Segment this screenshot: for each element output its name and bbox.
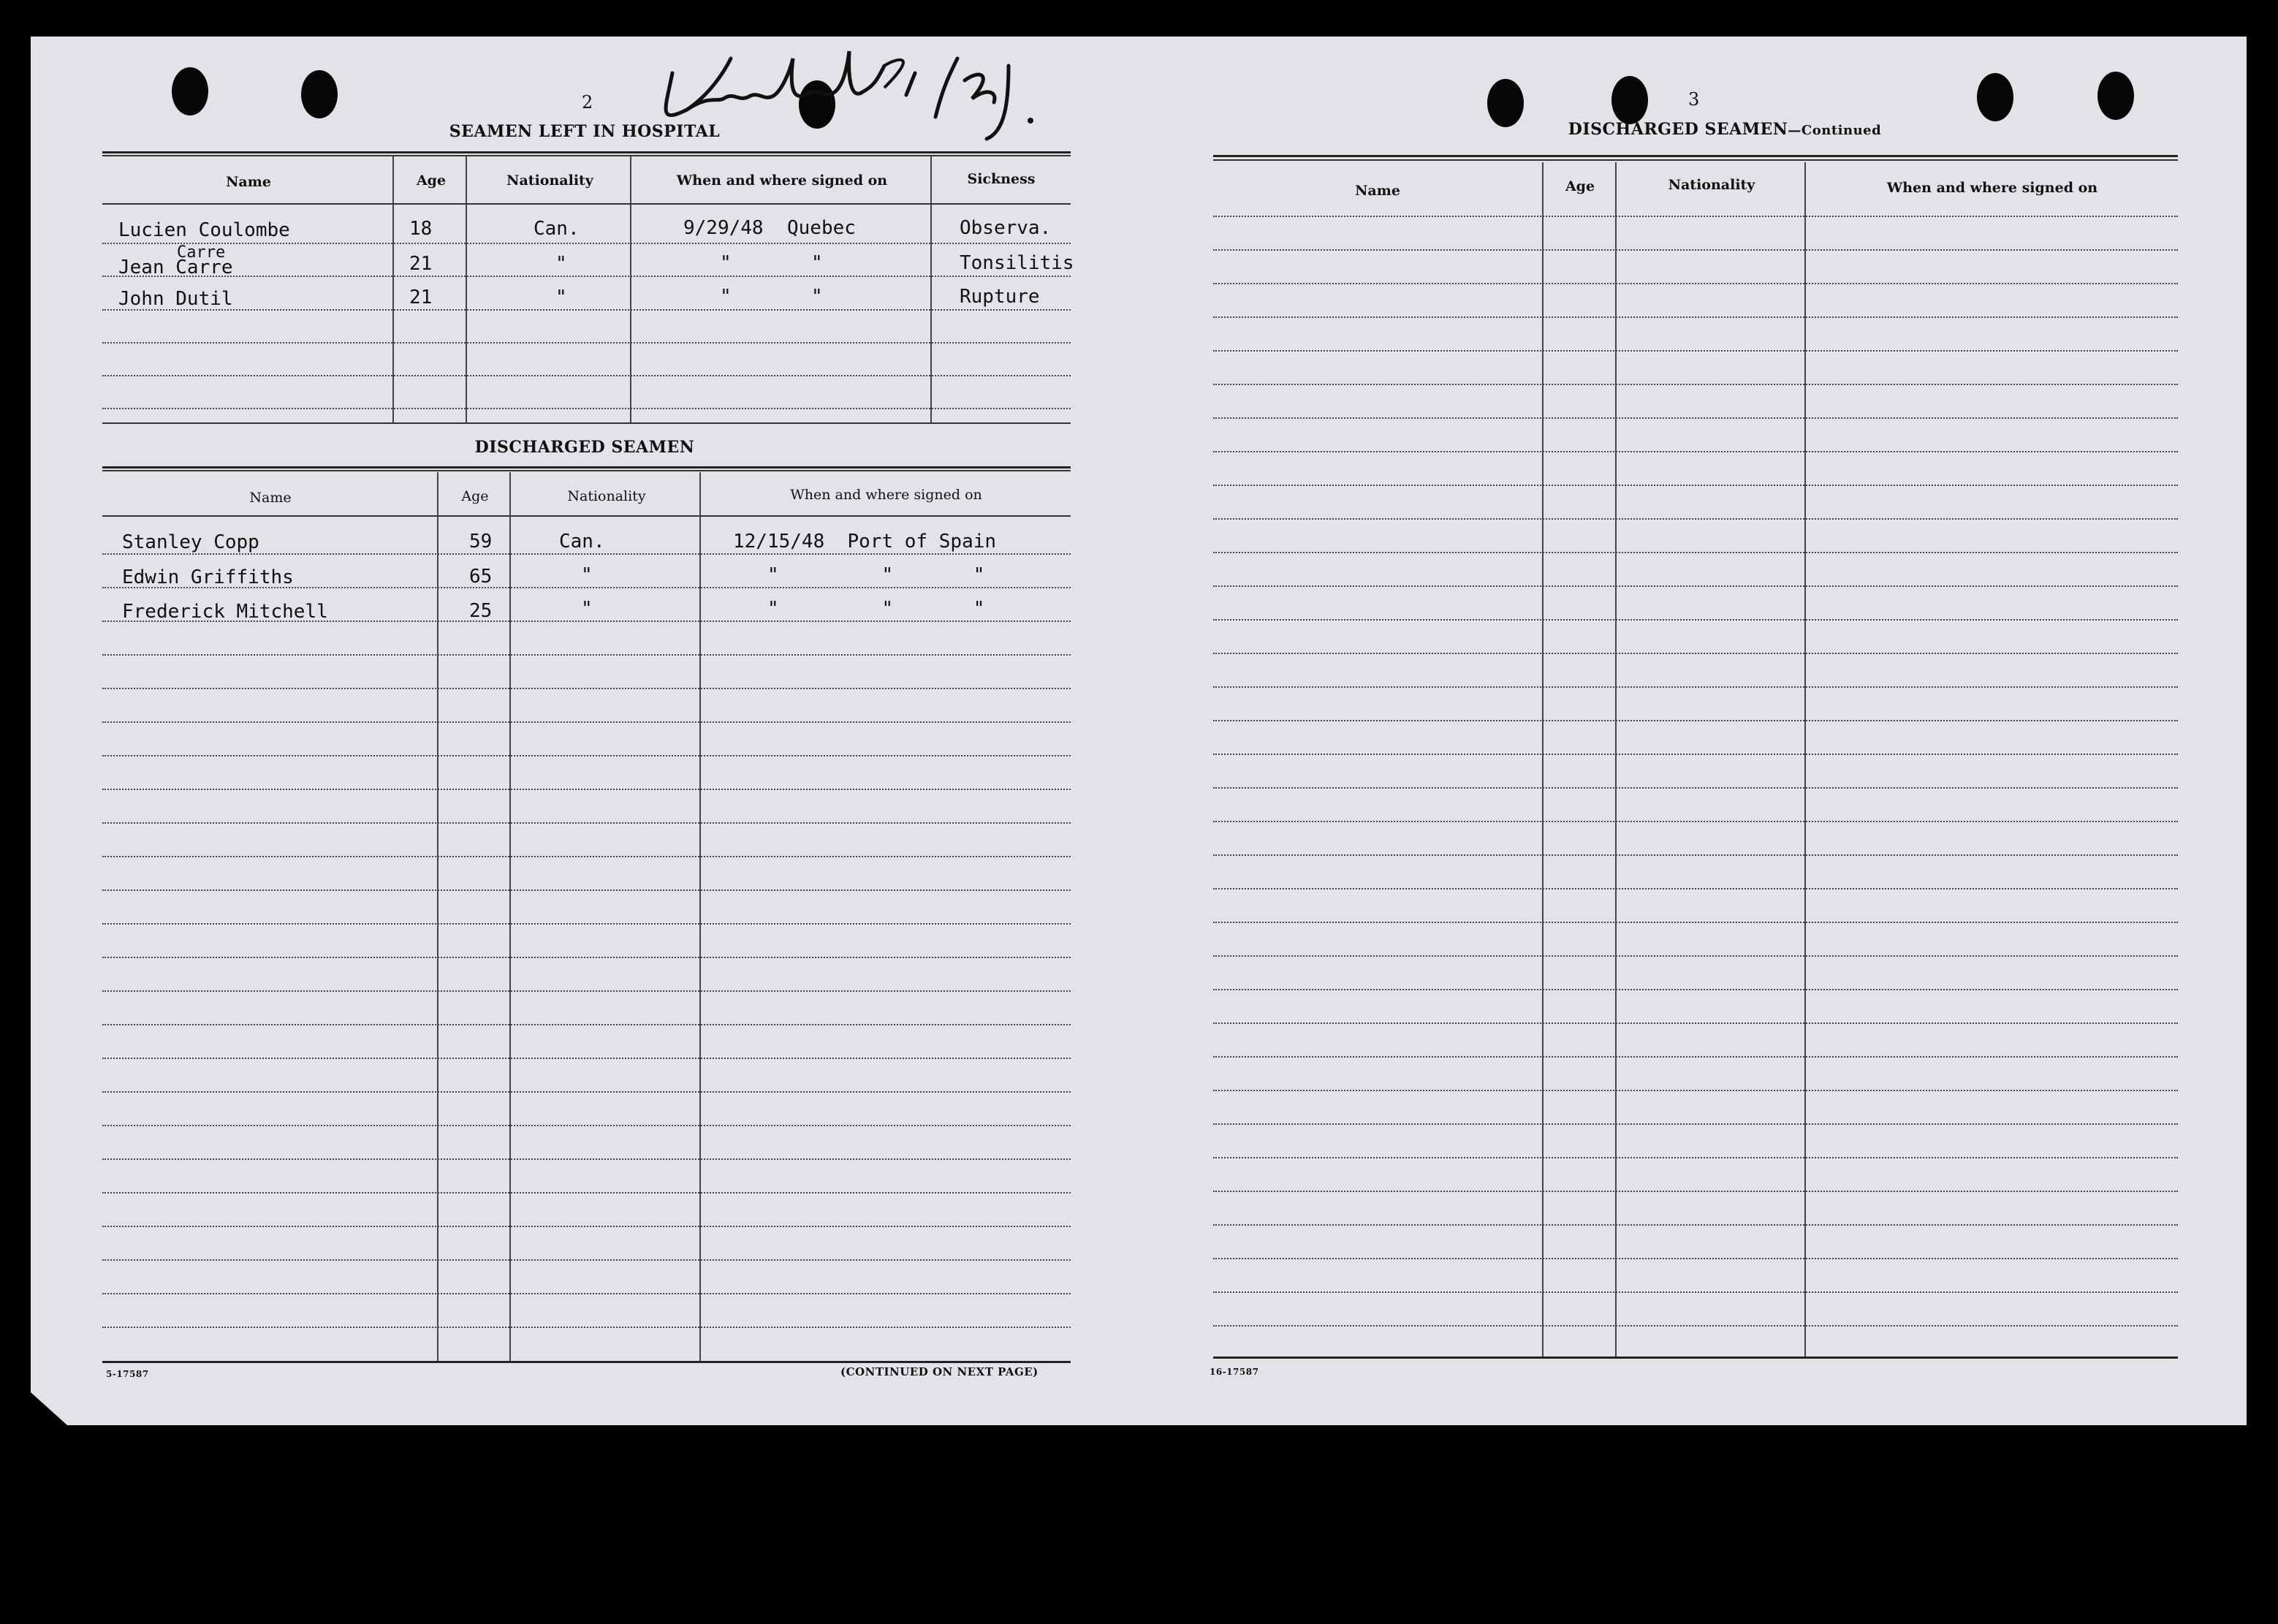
hospital-row-3-place: " xyxy=(811,286,823,308)
row-line xyxy=(1213,653,2178,654)
discharged-row-2-signed: " " " xyxy=(767,564,985,586)
column-divider xyxy=(930,156,932,423)
rule xyxy=(1213,155,2178,157)
row-line xyxy=(102,923,1071,925)
row-line xyxy=(102,375,1071,376)
row-line xyxy=(1213,283,2178,284)
right-col-name: Name xyxy=(1355,183,1400,199)
hospital-row-1-date: 9/29/48 xyxy=(683,217,764,239)
column-divider xyxy=(1542,162,1544,1357)
row-line xyxy=(102,721,1071,723)
row-line xyxy=(1213,754,2178,755)
column-divider xyxy=(392,156,394,423)
row-line xyxy=(102,309,1071,311)
discharged-section-title: DISCHARGED SEAMEN xyxy=(474,438,695,457)
punch-hole xyxy=(1977,73,2013,121)
column-divider xyxy=(1615,162,1617,1357)
row-line xyxy=(1213,686,2178,688)
hospital-row-2-nationality: " xyxy=(555,253,567,275)
row-line xyxy=(1213,1258,2178,1259)
discharged-row-1-name: Stanley Copp xyxy=(122,531,259,553)
rule xyxy=(102,470,1071,471)
row-line xyxy=(1213,922,2178,923)
discharged-row-2-nationality: " xyxy=(581,564,593,586)
row-line xyxy=(102,789,1071,790)
document-sheet xyxy=(31,37,2247,1425)
row-line xyxy=(102,822,1071,824)
row-line xyxy=(102,1058,1071,1059)
discharged-row-1-age: 59 xyxy=(469,531,493,553)
row-line xyxy=(102,408,1071,409)
hospital-col-age: Age xyxy=(416,172,447,189)
hospital-row-1-name: Lucien Coulombe xyxy=(118,219,290,241)
row-line xyxy=(1213,1022,2178,1024)
hospital-col-sickness: Sickness xyxy=(967,171,1036,187)
hospital-row-3-nationality: " xyxy=(555,287,567,308)
right-title-suffix: —Continued xyxy=(1788,123,1882,138)
right-page-number: 3 xyxy=(1688,89,1700,110)
row-line xyxy=(102,654,1071,656)
row-line xyxy=(1213,350,2178,352)
hospital-col-name: Name xyxy=(226,174,271,190)
row-line xyxy=(1213,1157,2178,1158)
right-title-main: DISCHARGED SEAMEN xyxy=(1568,120,1788,139)
row-line xyxy=(1213,1056,2178,1058)
column-divider xyxy=(509,472,511,1362)
discharged-row-3-signed: " " " xyxy=(767,598,985,620)
row-line xyxy=(1213,1291,2178,1293)
discharged-row-1-signed: 12/15/48 Port of Spain xyxy=(733,531,997,553)
hospital-row-2-age: 21 xyxy=(409,253,433,275)
hospital-col-signed: When and where signed on xyxy=(676,172,888,189)
right-col-signed: When and where signed on xyxy=(1886,180,2098,196)
hospital-row-1-place: Quebec xyxy=(787,217,856,239)
discharged-col-age: Age xyxy=(461,488,489,504)
row-line xyxy=(1213,249,2178,251)
left-form-number: 5-17587 xyxy=(106,1369,149,1379)
row-line xyxy=(1213,417,2178,419)
row-line xyxy=(102,1327,1071,1328)
right-form-number: 16-17587 xyxy=(1210,1367,1259,1377)
row-line xyxy=(1213,619,2178,621)
discharged-col-nationality: Nationality xyxy=(567,488,646,504)
discharged-row-2-name: Edwin Griffiths xyxy=(122,566,294,588)
discharged-row-3-nationality: " xyxy=(581,598,593,620)
hospital-row-2-name: Jean Carre xyxy=(118,257,233,278)
row-line xyxy=(102,1091,1071,1093)
row-line xyxy=(1213,585,2178,587)
row-line xyxy=(102,957,1071,958)
row-line xyxy=(102,688,1071,689)
discharged-row-2-age: 65 xyxy=(469,566,493,588)
rule xyxy=(102,422,1071,424)
row-line xyxy=(1213,485,2178,486)
right-col-nationality: Nationality xyxy=(1668,177,1755,193)
punch-hole xyxy=(1611,76,1648,124)
row-line xyxy=(1213,989,2178,990)
hospital-row-3-date: " xyxy=(720,286,732,308)
row-line xyxy=(102,1226,1071,1227)
row-line xyxy=(102,889,1071,891)
row-line xyxy=(1213,854,2178,856)
row-line xyxy=(102,1125,1071,1126)
column-divider xyxy=(466,156,467,423)
row-line xyxy=(102,1293,1071,1294)
rule xyxy=(102,466,1071,468)
hospital-section-title: SEAMEN LEFT IN HOSPITAL xyxy=(449,122,721,141)
row-line xyxy=(1213,787,2178,789)
hospital-col-nationality: Nationality xyxy=(506,172,593,189)
hospital-row-2-sickness: Tonsilitis xyxy=(960,252,1074,274)
row-line xyxy=(1213,1123,2178,1125)
discharged-col-name: Name xyxy=(249,490,292,506)
right-col-age: Age xyxy=(1565,178,1595,194)
row-line xyxy=(1213,518,2178,520)
row-line xyxy=(102,342,1071,344)
row-line xyxy=(1213,1191,2178,1192)
row-line xyxy=(102,990,1071,992)
hospital-row-3-sickness: Rupture xyxy=(960,286,1040,308)
hospital-row-2-place: " xyxy=(811,252,823,274)
row-line xyxy=(1213,821,2178,822)
left-page-number: 2 xyxy=(582,92,593,113)
rule xyxy=(102,515,1071,517)
hospital-row-3-age: 21 xyxy=(409,287,433,308)
rule xyxy=(102,203,1071,205)
rule xyxy=(1213,159,2178,161)
column-divider xyxy=(1804,162,1806,1357)
discharged-row-3-name: Frederick Mitchell xyxy=(122,601,328,623)
row-line xyxy=(1213,1325,2178,1327)
row-line xyxy=(102,1024,1071,1025)
row-line xyxy=(1213,216,2178,217)
discharged-row-1-nationality: Can. xyxy=(559,531,605,553)
hospital-row-1-nationality: Can. xyxy=(534,218,580,240)
row-line xyxy=(1213,888,2178,889)
row-line xyxy=(1213,720,2178,721)
column-divider xyxy=(630,156,631,423)
hospital-row-2-date: " xyxy=(720,252,732,274)
discharged-col-signed: When and where signed on xyxy=(790,487,982,503)
hospital-row-1-age: 18 xyxy=(409,218,433,240)
row-line xyxy=(102,1259,1071,1261)
rule xyxy=(102,155,1071,156)
row-line xyxy=(1213,451,2178,452)
column-divider xyxy=(699,472,701,1362)
row-line xyxy=(102,553,1071,555)
row-line xyxy=(102,856,1071,857)
row-line xyxy=(1213,1224,2178,1226)
discharged-row-3-age: 25 xyxy=(469,600,493,622)
folded-corner xyxy=(31,1392,67,1425)
row-line xyxy=(102,1192,1071,1194)
row-line xyxy=(102,276,1071,277)
column-divider xyxy=(437,472,438,1362)
hospital-row-2-name-correction: Carre xyxy=(177,243,226,262)
row-line xyxy=(1213,1090,2178,1091)
rule xyxy=(1213,1357,2178,1359)
punch-hole xyxy=(172,67,208,115)
row-line xyxy=(102,1158,1071,1160)
row-line xyxy=(1213,316,2178,318)
rule xyxy=(102,151,1071,153)
hospital-row-3-name: John Dutil xyxy=(118,288,233,310)
punch-hole xyxy=(2097,72,2134,120)
row-line xyxy=(1213,552,2178,553)
right-page-title xyxy=(1506,120,1944,139)
rule xyxy=(102,1361,1071,1363)
row-line xyxy=(1213,955,2178,957)
continued-note: (CONTINUED ON NEXT PAGE) xyxy=(840,1365,1039,1378)
row-line xyxy=(102,243,1071,244)
hospital-row-1-sickness: Observa. xyxy=(960,217,1052,239)
row-line xyxy=(102,755,1071,756)
row-line xyxy=(1213,384,2178,385)
punch-hole xyxy=(301,70,338,118)
